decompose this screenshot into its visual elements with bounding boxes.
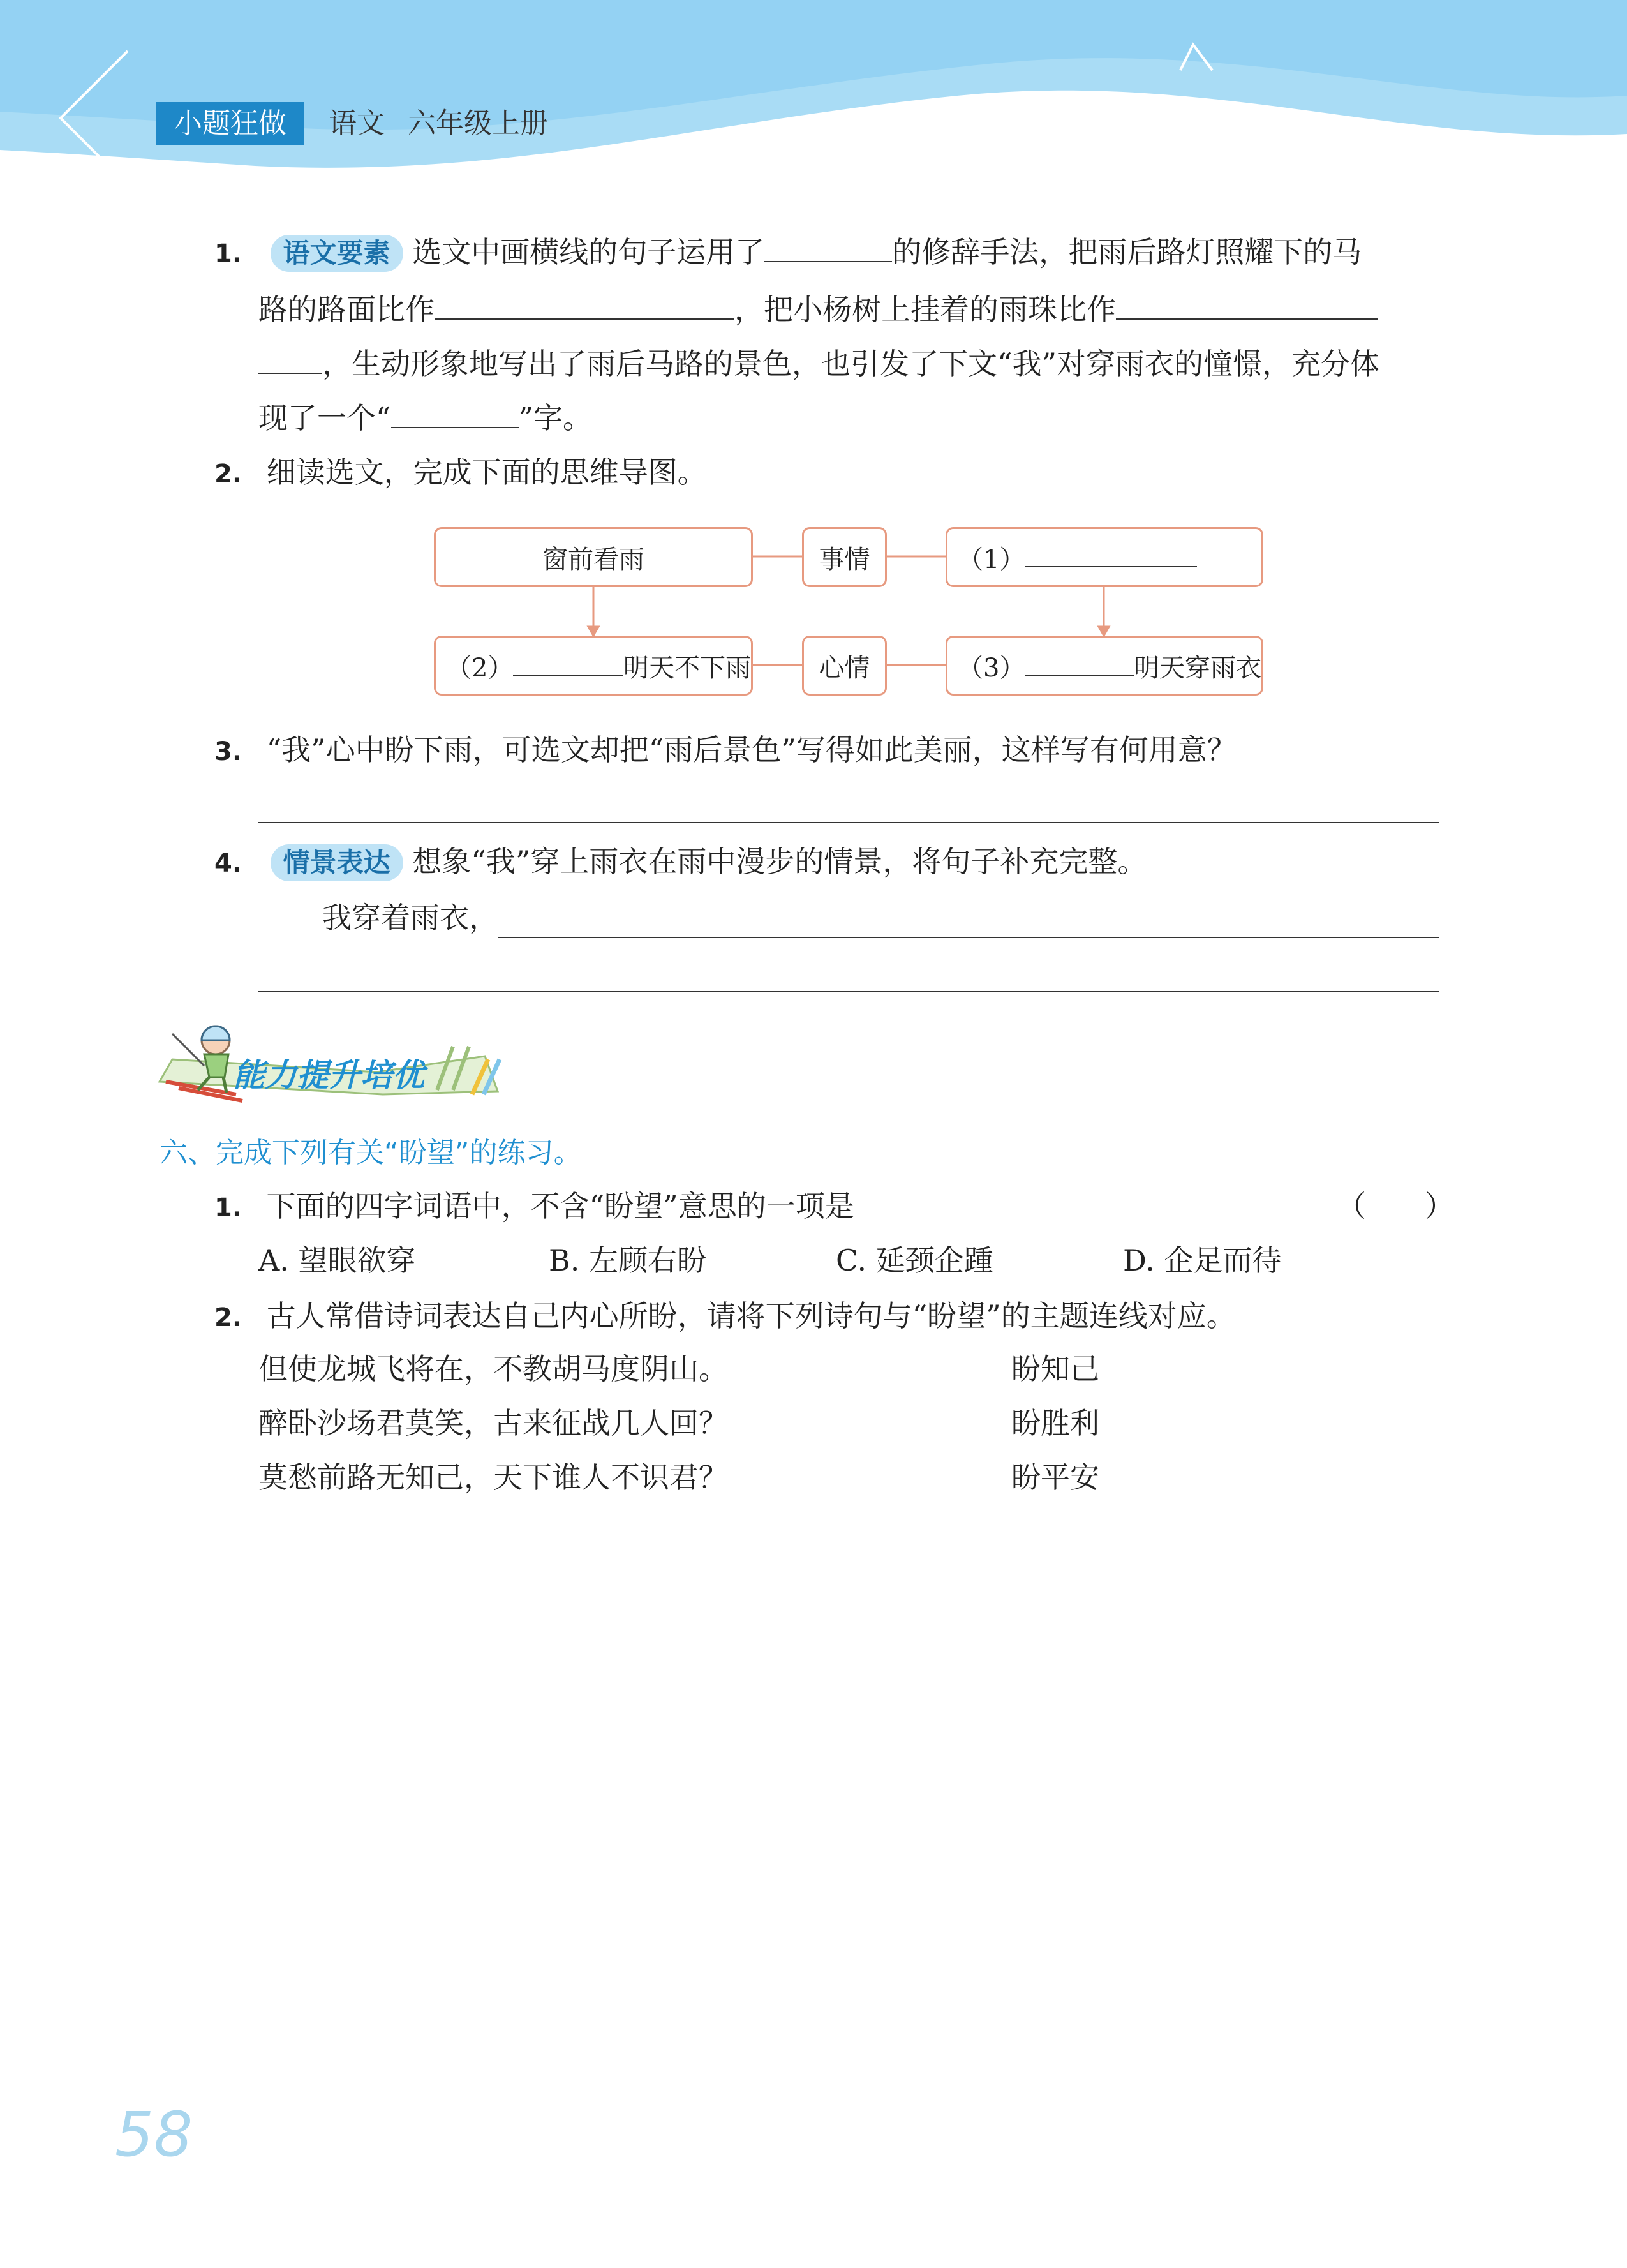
page-number: 58 (115, 2099, 193, 2170)
map-blank-2[interactable] (513, 655, 623, 676)
q1-text-g: ”字。 (518, 401, 593, 435)
q1-text-d: ，把小杨树上挂着的雨珠比作 (734, 292, 1116, 327)
subject-label: 语文 (329, 107, 385, 140)
s6-q1-option-c[interactable]: C. 延颈企踵 (836, 1243, 993, 1278)
q4-text: 想象“我”穿上雨衣在雨中漫步的情景，将句子补充完整。 (412, 844, 1147, 879)
q1-tag: 语文要素 (271, 235, 403, 272)
q3-answer-line[interactable] (258, 822, 1439, 823)
s6-q2-line (214, 1297, 1236, 1337)
q3-number: 3. (214, 737, 242, 766)
q4-prompt: 我穿着雨衣， (322, 900, 498, 935)
q1-text-c: 路的路面比作 (258, 292, 435, 327)
q3-line (214, 731, 1237, 771)
q1-text-b: 的修辞手法，把雨后路灯照耀下的马 (892, 235, 1362, 269)
q4-answer-line-2[interactable] (258, 991, 1439, 992)
q4-line (214, 842, 1147, 883)
q1-text-e: ，生动形象地写出了雨后马路的景色，也引发了下文“我”对穿雨衣的憧憬，充分体 (322, 347, 1380, 381)
map-blank-1[interactable] (1025, 547, 1197, 567)
map-node-mood-label: 心情 (819, 653, 870, 683)
brand-badge: 小题狂做 (156, 102, 304, 145)
section6-title: 六、完成下列有关“盼望”的练习。 (160, 1137, 582, 1169)
map-node-event-label: 事情 (819, 544, 870, 574)
s6-q1-answer-paren[interactable]: （ ） (1337, 1189, 1454, 1223)
s6-q1-option-d[interactable]: D. 企足而待 (1123, 1243, 1282, 1278)
map-node-mood (802, 636, 887, 696)
map-node-1-prefix: （1） (958, 544, 1025, 574)
q2-number: 2. (214, 459, 242, 489)
s6-q1-option-b[interactable]: B. 左顾右盼 (549, 1243, 707, 1278)
s6-q2-number: 2. (214, 1303, 242, 1332)
theme-2[interactable]: 盼胜利 (1011, 1406, 1099, 1440)
q4-answer-line-1[interactable] (498, 937, 1439, 938)
theme-1[interactable]: 盼知己 (1011, 1352, 1099, 1386)
map-node-2-suffix: 明天不下雨 (623, 653, 751, 683)
map-node-event (802, 527, 887, 587)
map-node-watch-rain (434, 527, 753, 587)
q1-text-a: 选文中画横线的句子运用了 (412, 235, 765, 269)
map-blank-3[interactable] (1025, 655, 1134, 676)
map-node-3-suffix: 明天穿雨衣 (1134, 653, 1261, 683)
q4-tag: 情景表达 (271, 844, 403, 881)
map-node-1[interactable] (946, 527, 1263, 587)
s6-q1-option-a[interactable]: A. 望眼欲穿 (258, 1243, 416, 1278)
q1-text-f: 现了一个“ (258, 401, 391, 435)
map-node-watch-rain-label: 窗前看雨 (542, 544, 644, 574)
map-node-3-prefix: （3） (958, 653, 1025, 683)
banner-slash-icon (459, 1056, 504, 1098)
banner-title: 能力提升培优 (233, 1057, 424, 1094)
s6-q1-line (214, 1187, 854, 1227)
map-node-3[interactable] (946, 636, 1263, 696)
s6-q2-text: 古人常借诗词表达自己内心所盼，请将下列诗句与“盼望”的主题连线对应。 (266, 1299, 1236, 1333)
q1-number: 1. (214, 239, 242, 269)
theme-3[interactable]: 盼平安 (1011, 1460, 1099, 1495)
grade-label: 六年级上册 (408, 107, 548, 140)
poem-1[interactable]: 但使龙城飞将在，不教胡马度阴山。 (258, 1352, 728, 1386)
poem-3[interactable]: 莫愁前路无知己，天下谁人不识君？ (258, 1460, 728, 1495)
s6-q1-number: 1. (214, 1193, 242, 1223)
q2-text: 细读选文，完成下面的思维导图。 (266, 455, 707, 489)
poem-2[interactable]: 醉卧沙场君莫笑，古来征战几人回？ (258, 1406, 728, 1440)
map-node-2-prefix: （2） (446, 653, 514, 683)
map-node-2[interactable] (434, 636, 753, 696)
s6-q1-text: 下面的四字词语中，不含“盼望”意思的一项是 (266, 1189, 854, 1223)
q3-text: “我”心中盼下雨，可选文却把“雨后景色”写得如此美丽，这样写有何用意？ (266, 733, 1237, 767)
q4-number: 4. (214, 849, 242, 878)
